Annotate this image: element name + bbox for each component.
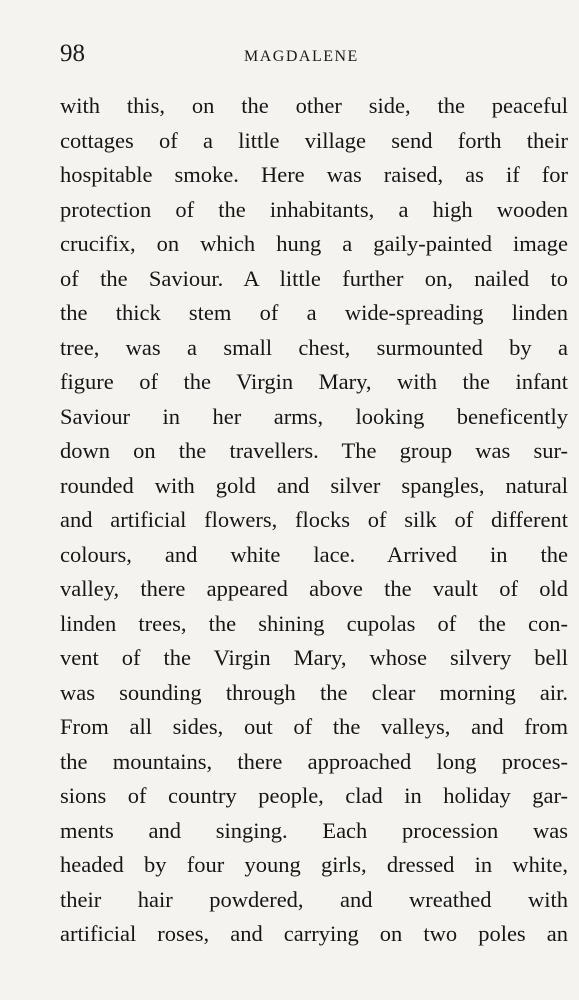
page-number: 98 <box>60 40 85 67</box>
text-line: of the Saviour. A little further on, nailed to <box>60 265 568 291</box>
text-line: cottages of a little village send forth their <box>60 127 568 153</box>
text-line: was sounding through the clear morning air. <box>60 679 568 705</box>
text-line: the thick stem of a wide-spreading linden <box>60 300 568 325</box>
text-line: From all sides, out of the valleys, and from <box>60 714 568 739</box>
text-line: sions of country people, clad in holiday gar- <box>60 783 568 808</box>
text-line: colours, and white lace. Arrived in the <box>60 541 568 567</box>
text-line: rounded with gold and silver spangles, natural <box>60 472 568 498</box>
text-line: down on the travellers. The group was sur- <box>60 438 568 463</box>
text-line: their hair powdered, and wreathed with <box>60 886 568 912</box>
text-line: Saviour in her arms, looking beneficently <box>60 403 568 429</box>
text-line: linden trees, the shining cupolas of the con- <box>60 610 568 636</box>
text-line: with this, on the other side, the peaceful <box>60 93 568 118</box>
body-text <box>60 89 568 952</box>
text-line: artificial roses, and carrying on two poles an <box>60 921 568 946</box>
running-title: MAGDALENE <box>244 48 359 65</box>
text-line: figure of the Virgin Mary, with the infant <box>60 369 568 394</box>
text-line: hospitable smoke. Here was raised, as if for <box>60 162 568 187</box>
text-line: vent of the Virgin Mary, whose silvery bell <box>60 645 568 670</box>
text-line: and artificial flowers, flocks of silk of different <box>60 507 568 532</box>
page-header <box>60 40 568 74</box>
text-line: headed by four young girls, dressed in white, <box>60 852 568 877</box>
text-line: the mountains, there approached long proces- <box>60 748 568 774</box>
text-line: crucifix, on which hung a gaily-painted image <box>60 231 568 256</box>
text-line: valley, there appeared above the vault of old <box>60 576 568 601</box>
text-line: tree, was a small chest, surmounted by a <box>60 334 568 360</box>
text-line: ments and singing. Each procession was <box>60 817 568 843</box>
text-line: protection of the inhabitants, a high wooden <box>60 196 568 222</box>
